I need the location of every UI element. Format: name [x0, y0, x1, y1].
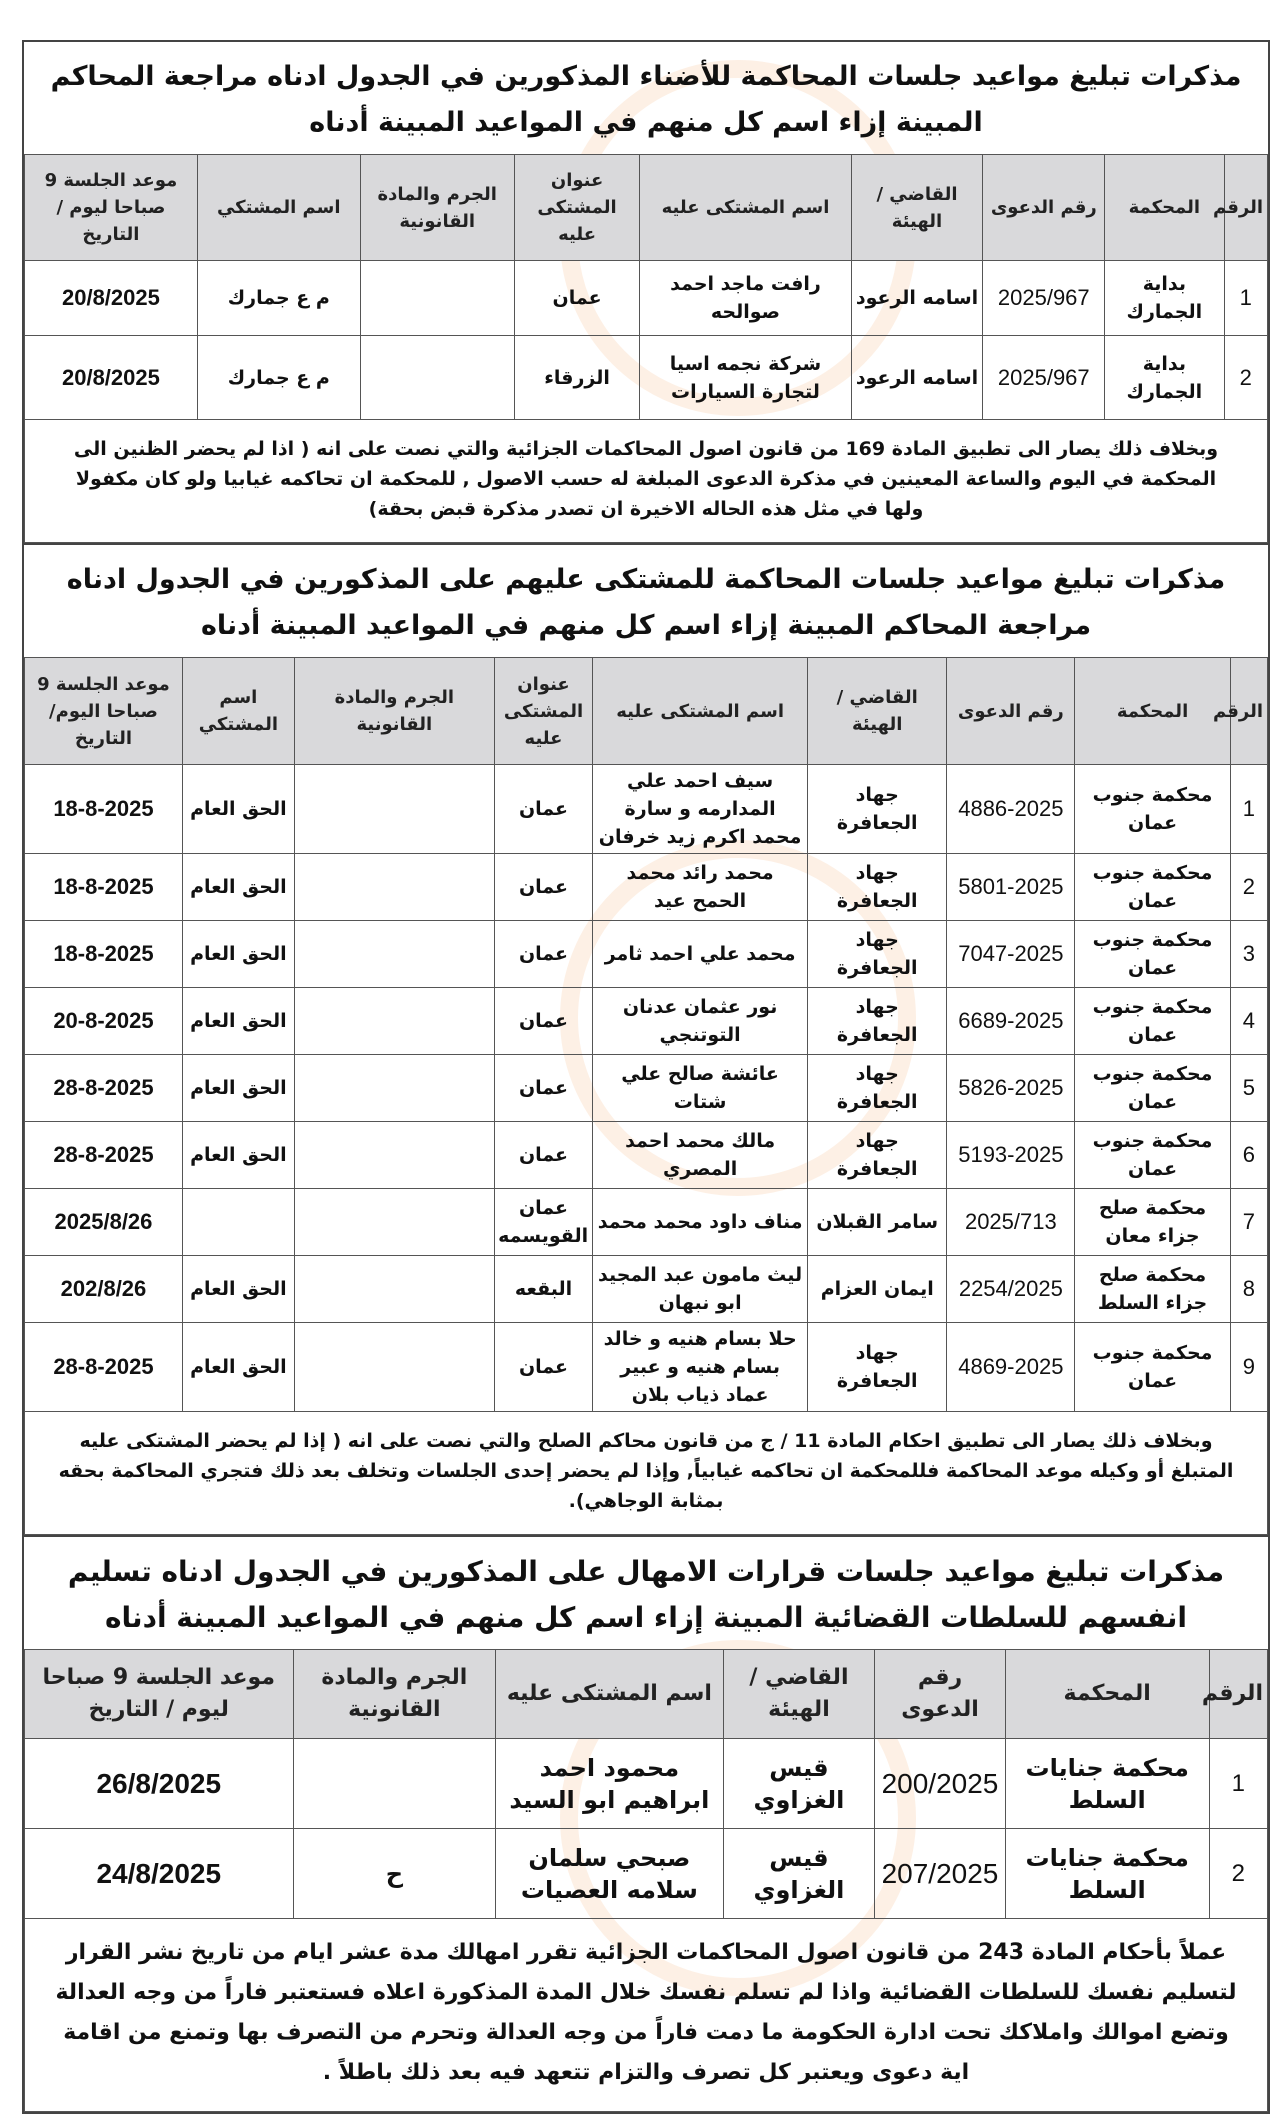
row-number: 2 — [1230, 854, 1267, 921]
table-cell: صبحي سلمان سلامه العصيات — [496, 1829, 723, 1919]
column-header: اسم المشتكى عليه — [496, 1650, 723, 1739]
table-cell: رافت ماجد احمد صوالحه — [640, 261, 851, 336]
hearing-date: 24/8/2025 — [25, 1829, 294, 1919]
table-cell: اسامه الرعود — [851, 261, 983, 336]
table-cell: محكمة جنوب عمان — [1075, 1122, 1230, 1189]
table-row — [25, 854, 1268, 921]
row-number: 1 — [1224, 261, 1268, 336]
table-cell — [293, 1739, 496, 1829]
column-header: الجرم والمادة القانونية — [294, 658, 494, 765]
table-cell: الحق العام — [182, 921, 294, 988]
row-number: 2 — [1224, 336, 1268, 420]
column-header: القاضي / الهيئة — [723, 1650, 875, 1739]
table-cell: سيف احمد علي المدارمه و سارة محمد اكرم زيد خرفان — [593, 765, 808, 854]
column-header: اسم المشتكي — [197, 155, 360, 261]
table-cell: محكمة جنوب عمان — [1075, 1055, 1230, 1122]
column-header: رقم الدعوى — [947, 658, 1075, 765]
table-cell — [294, 1055, 494, 1122]
table-cell: اسامه الرعود — [851, 336, 983, 420]
column-header: القاضي / الهيئة — [851, 155, 983, 261]
table-cell: محكمة جنايات السلط — [1005, 1829, 1209, 1919]
table-cell: محكمة جنوب عمان — [1075, 1323, 1230, 1412]
case-number: 6689-2025 — [947, 988, 1075, 1055]
table-row — [25, 921, 1268, 988]
table-cell: محمود احمد ابراهيم ابو السيد — [496, 1739, 723, 1829]
table-cell: ح — [293, 1829, 496, 1919]
case-number: 200/2025 — [875, 1739, 1006, 1829]
table-cell — [294, 1122, 494, 1189]
table-cell: محكمة صلح جزاء السلط — [1075, 1256, 1230, 1323]
surrender-table — [24, 1649, 1268, 2112]
section-title: مذكرات تبليغ مواعيد جلسات قرارات الامهال على المذكورين في الجدول ادناه تسليم انفسهم للسلطات القضائية المبينة إزاء اسم كل منهم في المواعيد المبينة أدناه — [67, 1555, 1225, 1634]
case-number: 2254/2025 — [947, 1256, 1075, 1323]
table-cell — [294, 1323, 494, 1412]
row-number: 3 — [1230, 921, 1267, 988]
table-cell: عمان القويسمه — [494, 1189, 592, 1256]
hearing-date: 18-8-2025 — [25, 765, 183, 854]
row-number: 6 — [1230, 1122, 1267, 1189]
table-cell: بداية الجمارك — [1105, 261, 1224, 336]
table-cell: محمد علي احمد ثامر — [593, 921, 808, 988]
hearings-table — [24, 657, 1268, 1535]
column-header: عنوان المشتكى عليه — [494, 658, 592, 765]
section-surrender-notices — [22, 1535, 1270, 2114]
table-cell: سامر القبلان — [808, 1189, 947, 1256]
column-header: الرقم — [1230, 658, 1267, 765]
case-number: 2025/967 — [983, 261, 1105, 336]
section-accused-hearings — [22, 543, 1270, 1535]
hearing-date: 28-8-2025 — [25, 1122, 183, 1189]
table-cell: قيس الغزاوي — [723, 1829, 875, 1919]
table-cell: نور عثمان عدنان التوتنجي — [593, 988, 808, 1055]
row-number: 4 — [1230, 988, 1267, 1055]
table-cell: عمان — [494, 765, 592, 854]
table-cell: ليث مامون عبد المجيد ابو نبهان — [593, 1256, 808, 1323]
table-cell: الحق العام — [182, 1256, 294, 1323]
column-header: اسم المشتكى عليه — [640, 155, 851, 261]
section-title: مذكرات تبليغ مواعيد جلسات المحاكمة للأضناء المذكورين في الجدول ادناه مراجعة المحاكم المبينة إزاء اسم كل منهم في المواعيد المبينة أدناه — [50, 61, 1242, 138]
notices-page — [22, 40, 1270, 2114]
column-header: عنوان المشتكى عليه — [514, 155, 640, 261]
section-title: مذكرات تبليغ مواعيد جلسات المحاكمة للمشتكى عليهم على المذكورين في الجدول ادناه مراجعة المحاكم المبينة إزاء اسم كل منهم في المواعيد المبينة أدناه — [66, 564, 1226, 641]
table-cell — [360, 261, 514, 336]
table-cell: عمان — [494, 1323, 592, 1412]
table-row — [25, 1055, 1268, 1122]
case-number: 5801-2025 — [947, 854, 1075, 921]
table-row — [25, 1256, 1268, 1323]
row-number: 1 — [1209, 1739, 1267, 1829]
table-cell: م ع جمارك — [197, 336, 360, 420]
row-number: 9 — [1230, 1323, 1267, 1412]
table-cell — [294, 988, 494, 1055]
table-cell: عمان — [514, 261, 640, 336]
table-cell — [182, 1189, 294, 1256]
column-header: المحكمة — [1105, 155, 1224, 261]
table-cell — [360, 336, 514, 420]
table-cell — [294, 765, 494, 854]
table-row — [25, 1829, 1268, 1919]
case-number: 5193-2025 — [947, 1122, 1075, 1189]
table-cell: جهاد الجعافرة — [808, 1055, 947, 1122]
case-number: 207/2025 — [875, 1829, 1006, 1919]
table-cell: محكمة جنوب عمان — [1075, 921, 1230, 988]
table-cell: الحق العام — [182, 988, 294, 1055]
legal-note: عملاً بأحكام المادة 243 من قانون اصول المحاكمات الجزائية تقرر امهالك مدة عشر ايام من تاريخ نشر القرار لتسليم نفسك للسلطات القضائية واذا لم تسلم نفسك خلال المدة المذكورة اعلاه فستعتبر فاراً من وجه العدالة وتضع اموالك واملاكك تحت ادارة الحكومة ما دمت فاراً من وجه العدالة وتحرم من التصرف بها وتمنع من اقامة اية دعوى ويعتبر كل تصرف والتزام تتعهد فيه بعد ذلك باطلاً . — [25, 1919, 1268, 2112]
table-cell: مناف داود محمد محمد — [593, 1189, 808, 1256]
table-row — [25, 261, 1268, 336]
hearing-date: 28-8-2025 — [25, 1055, 183, 1122]
table-row — [25, 988, 1268, 1055]
row-number: 2 — [1209, 1829, 1267, 1919]
case-number: 2025/713 — [947, 1189, 1075, 1256]
column-header: رقم الدعوى — [875, 1650, 1006, 1739]
column-header: رقم الدعوى — [983, 155, 1105, 261]
case-number: 4886-2025 — [947, 765, 1075, 854]
row-number: 8 — [1230, 1256, 1267, 1323]
table-row — [25, 1323, 1268, 1412]
column-header: موعد الجلسة 9 صباحا ليوم / التاريخ — [25, 155, 198, 261]
row-number: 7 — [1230, 1189, 1267, 1256]
table-cell — [294, 921, 494, 988]
hearing-date: 20/8/2025 — [25, 261, 198, 336]
hearing-date: 2025/8/26 — [25, 1189, 183, 1256]
table-cell: عمان — [494, 988, 592, 1055]
row-number: 1 — [1230, 765, 1267, 854]
case-number: 4869-2025 — [947, 1323, 1075, 1412]
case-number: 2025/967 — [983, 336, 1105, 420]
table-cell: جهاد الجعافرة — [808, 1122, 947, 1189]
table-cell: محكمة جنوب عمان — [1075, 854, 1230, 921]
section-defendants-hearings — [22, 40, 1270, 543]
table-cell: محكمة صلح جزاء معان — [1075, 1189, 1230, 1256]
hearings-table — [24, 154, 1268, 543]
column-header: الجرم والمادة القانونية — [293, 1650, 496, 1739]
hearing-date: 28-8-2025 — [25, 1323, 183, 1412]
table-cell: جهاد الجعافرة — [808, 921, 947, 988]
table-cell: جهاد الجعافرة — [808, 1323, 947, 1412]
table-cell — [294, 854, 494, 921]
column-header: اسم المشتكي — [182, 658, 294, 765]
table-cell: بداية الجمارك — [1105, 336, 1224, 420]
table-cell: جهاد الجعافرة — [808, 854, 947, 921]
hearing-date: 20-8-2025 — [25, 988, 183, 1055]
case-number: 5826-2025 — [947, 1055, 1075, 1122]
table-cell: م ع جمارك — [197, 261, 360, 336]
column-header: المحكمة — [1075, 658, 1230, 765]
table-cell: مالك محمد احمد المصري — [593, 1122, 808, 1189]
table-cell — [294, 1189, 494, 1256]
legal-note: وبخلاف ذلك يصار الى تطبيق المادة 169 من قانون اصول المحاكمات الجزائية والتي نصت على انه ( اذا لم يحضر الظنين الى المحكمة في اليوم والساعة المعينين في مذكرة الدعوى المبلغة له حسب الاصول , للمحكمة ان تحاكمه غيابيا ولو كان مكفولا ولها في مثل هذه الحاله الاخيرة ان تصدر مذكرة قبض بحقة) — [25, 420, 1268, 543]
table-cell: الزرقاء — [514, 336, 640, 420]
table-cell: الحق العام — [182, 1323, 294, 1412]
table-cell: عمان — [494, 854, 592, 921]
table-cell: الحق العام — [182, 765, 294, 854]
table-cell: محكمة جنوب عمان — [1075, 765, 1230, 854]
table-cell: شركة نجمه اسيا لتجارة السيارات — [640, 336, 851, 420]
table-cell: عائشة صالح علي شتات — [593, 1055, 808, 1122]
table-cell: جهاد الجعافرة — [808, 988, 947, 1055]
table-cell: عمان — [494, 921, 592, 988]
table-cell: الحق العام — [182, 1122, 294, 1189]
column-header: الرقم — [1224, 155, 1268, 261]
row-number: 5 — [1230, 1055, 1267, 1122]
table-row — [25, 1189, 1268, 1256]
table-row — [25, 336, 1268, 420]
table-row — [25, 1122, 1268, 1189]
table-cell: الحق العام — [182, 1055, 294, 1122]
table-row — [25, 1739, 1268, 1829]
table-cell: محكمة جنايات السلط — [1005, 1739, 1209, 1829]
column-header: المحكمة — [1005, 1650, 1209, 1739]
case-number: 7047-2025 — [947, 921, 1075, 988]
table-cell: جهاد الجعافرة — [808, 765, 947, 854]
table-cell: محمد رائد محمد الحمح عيد — [593, 854, 808, 921]
hearing-date: 26/8/2025 — [25, 1739, 294, 1829]
column-header: القاضي / الهيئة — [808, 658, 947, 765]
table-cell — [294, 1256, 494, 1323]
table-cell: محكمة جنوب عمان — [1075, 988, 1230, 1055]
table-row — [25, 765, 1268, 854]
hearing-date: 18-8-2025 — [25, 854, 183, 921]
table-cell: ايمان العزام — [808, 1256, 947, 1323]
table-cell: حلا بسام هنيه و خالد بسام هنيه و عبير عماد ذياب بلان — [593, 1323, 808, 1412]
column-header: اسم المشتكى عليه — [593, 658, 808, 765]
table-cell: البقعه — [494, 1256, 592, 1323]
column-header: الرقم — [1209, 1650, 1267, 1739]
column-header: موعد الجلسة 9 صباحا اليوم/التاريخ — [25, 658, 183, 765]
table-cell: الحق العام — [182, 854, 294, 921]
legal-note: وبخلاف ذلك يصار الى تطبيق احكام المادة 11 / ج من قانون محاكم الصلح والتي نصت على انه ( إذا لم يحضر المشتكى عليه المتبلغ أو وكيله موعد المحاكمة فللمحكمة ان تحاكمه غيابياً, وإذا لم يحضر إحدى الجلسات وتخلف بعد ذلك فتجري المحاكمة بحقه بمثابة الوجاهي). — [25, 1412, 1268, 1535]
column-header: الجرم والمادة القانونية — [360, 155, 514, 261]
table-cell: عمان — [494, 1055, 592, 1122]
table-cell: قيس الغزاوي — [723, 1739, 875, 1829]
hearing-date: 18-8-2025 — [25, 921, 183, 988]
table-cell: عمان — [494, 1122, 592, 1189]
hearing-date: 20/8/2025 — [25, 336, 198, 420]
hearing-date: 202/8/26 — [25, 1256, 183, 1323]
column-header: موعد الجلسة 9 صباحا ليوم / التاريخ — [25, 1650, 294, 1739]
